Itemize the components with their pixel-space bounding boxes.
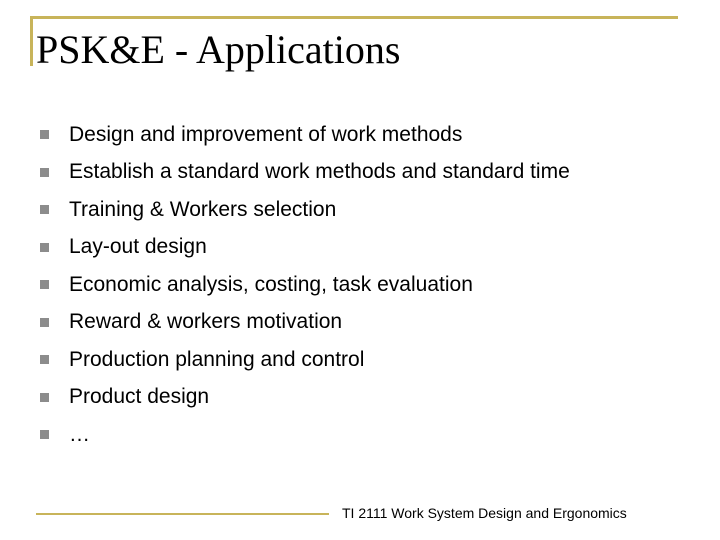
bullet-item (40, 229, 570, 267)
square-bullet-icon (40, 280, 49, 289)
bullet-item (40, 341, 570, 379)
bullet-item (40, 266, 570, 304)
footer-rule (36, 513, 329, 515)
bullet-item (40, 191, 570, 229)
square-bullet-icon (40, 243, 49, 252)
square-bullet-icon (40, 355, 49, 364)
bullet-item (40, 416, 570, 454)
bullet-text: Training & Workers selection (69, 197, 337, 221)
title-top-rule (30, 16, 678, 19)
bullet-text: Design and improvement of work methods (69, 122, 463, 146)
bullet-text: … (69, 422, 90, 446)
bullet-text: Economic analysis, costing, task evaluation (69, 272, 473, 296)
slide-title: PSK&E - Applications (36, 27, 401, 72)
bullet-text: Lay-out design (69, 235, 207, 259)
bullet-text: Reward & workers motivation (69, 310, 343, 334)
bullet-item (40, 154, 570, 192)
bullet-list (40, 116, 570, 454)
square-bullet-icon (40, 168, 49, 177)
square-bullet-icon (40, 318, 49, 327)
title-side-rule (30, 16, 33, 66)
bullet-item (40, 116, 570, 154)
square-bullet-icon (40, 205, 49, 214)
bullet-text: Establish a standard work methods and standard time (69, 160, 570, 184)
square-bullet-icon (40, 393, 49, 402)
bullet-item (40, 379, 570, 417)
square-bullet-icon (40, 130, 49, 139)
bullet-text: Product design (69, 385, 210, 409)
square-bullet-icon (40, 430, 49, 439)
bullet-item (40, 304, 570, 342)
footer-course-label: TI 2111 Work System Design and Ergonomics (342, 505, 627, 521)
bullet-text: Production planning and control (69, 347, 365, 371)
